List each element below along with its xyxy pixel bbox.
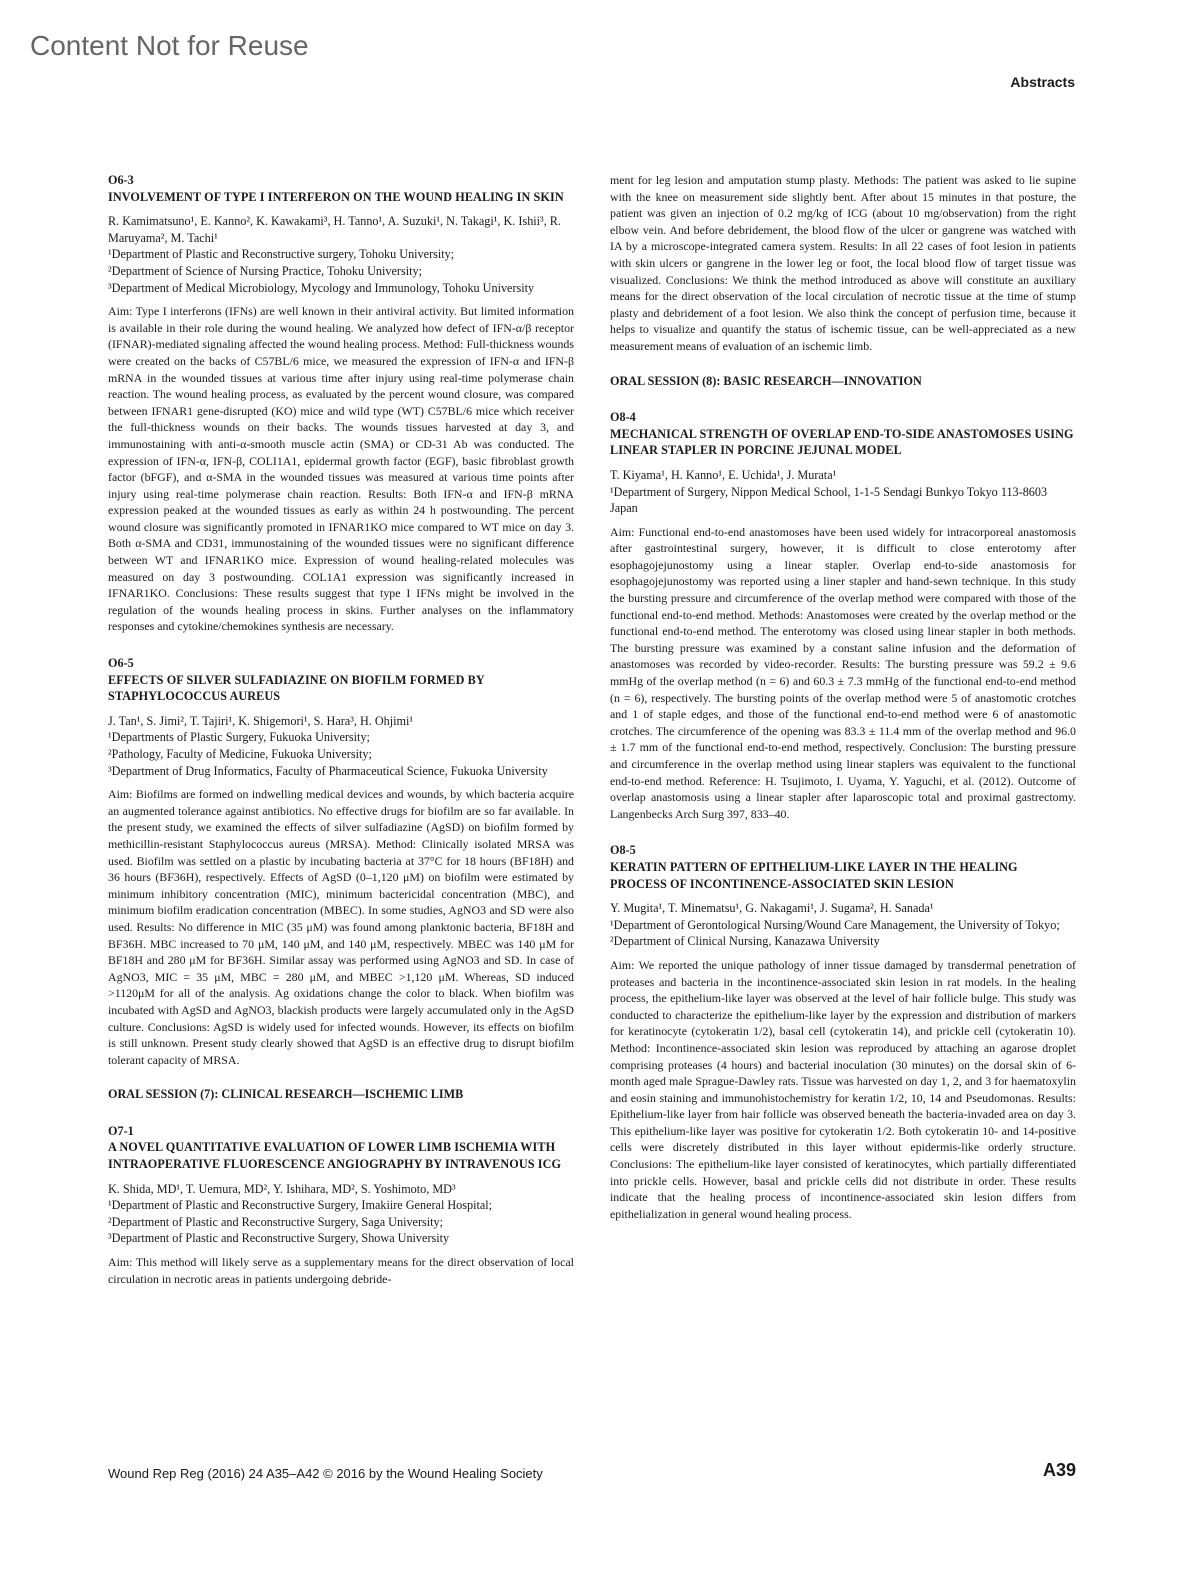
affiliation: ²Department of Science of Nursing Practice, Tohoku University; bbox=[108, 263, 422, 278]
abstract-id: O6-3 bbox=[108, 173, 134, 187]
abstract-id: O6-5 bbox=[108, 656, 134, 671]
abstract-title: A NOVEL QUANTITATIVE EVALUATION OF LOWER LIMB ISCHEMIA WITH INTRAOPERATIVE FLUORESCENCE ANGIOGRAPHY BY INTRAVENOUS ICG bbox=[108, 1140, 562, 1172]
affiliation: ²Department of Clinical Nursing, Kanazawa University bbox=[610, 934, 880, 949]
affiliation: ¹Department of Plastic and Reconstructive surgery, Tohoku University; bbox=[108, 247, 455, 262]
abstract-title: KERATIN PATTERN OF EPITHELIUM-LIKE LAYER IN THE HEALING PROCESS OF INCONTINENCE-ASSOCIATED SKIN LESION bbox=[610, 859, 1018, 891]
affiliation: ³Department of Drug Informatics, Faculty of Pharmaceutical Science, Fukuoka University bbox=[108, 763, 548, 778]
abstract-body: Aim: We reported the unique pathology of inner tissue damaged by transdermal penetration of proteases and bacteria in the incontinence-associated skin lesion in rat models. In the healing process, the epithelium-like layer was observed at the level of hair follicle bulge. This study was conducted to characterize the epithelium-like layer by the expression and distribution of markers for keratinocyte (cytokeratin 1/2), basal cell (cytokeratin 14), and prickle cell (cytokeratin 10). Method: Incontinence-associated skin lesion was reproduced by attaching an agarose droplet comprising proteases (4 hours) and bacterial inoculation (30 minutes) on the dorsal skin of 6-month aged male Sprague-Dawley rats. Tissue was harvested on day 1, 2, and 3 for haematoxylin and eosin staining and immunohistochemistry for keratin 1/2, 10, 14 and Pseudomonas. Results: Epithelium-like layer from hair follicle was observed beneath the bacteria-invaded area on day 3. This epithelium-like layer was positive for cytokeratin 1/2. Both cytokeratin 10- and 14-positive cells were discretely distributed in this layer without epidermis-like orderly structure. Conclusions: The epithelium-like layer consisted of keratinocytes, which partially differentiated into prickle cells. However, basal and prickle cells did not distribute in order. These results indicate that the healing process of incontinence-associated skin lesion differs from epithelialization in general wound healing process. bbox=[610, 957, 1076, 1221]
affiliation: ²Department of Plastic and Reconstructive Surgery, Saga University; bbox=[108, 1214, 444, 1229]
affiliation: ¹Department of Plastic and Reconstructive Surgery, Imakiire General Hospital; bbox=[108, 1198, 493, 1213]
abstract-id: O8-4 bbox=[610, 410, 636, 425]
abstract-title: INVOLVEMENT OF TYPE I INTERFERON ON THE WOUND HEALING IN SKIN bbox=[108, 189, 564, 204]
abstract-authors: K. Shida, MD¹, T. Uemura, MD², Y. Ishihara, MD², S. Yoshimoto, MD³ bbox=[108, 1181, 456, 1196]
abstract-id: O7-1 bbox=[108, 1123, 134, 1138]
right-column bbox=[610, 172, 1076, 1222]
session-heading: ORAL SESSION (7): CLINICAL RESEARCH—ISCHEMIC LIMB bbox=[108, 1087, 464, 1102]
abstract-authors: T. Kiyama¹, H. Kanno¹, E. Uchida¹, J. Murata¹ bbox=[610, 467, 837, 482]
affiliation: ³Department of Medical Microbiology, Mycology and Immunology, Tohoku University bbox=[108, 280, 535, 295]
abstract-authors: R. Kamimatsuno¹, E. Kanno², K. Kawakami³, H. Tanno¹, A. Suzuki¹, N. Takagi¹, K. Ishii³, R. Maruyama², M. Tachi¹ bbox=[108, 214, 561, 245]
affiliation: ²Pathology, Faculty of Medicine, Fukuoka University; bbox=[108, 747, 372, 761]
abstract-title: MECHANICAL STRENGTH OF OVERLAP END-TO-SIDE ANASTOMOSES USING LINEAR STAPLER IN PORCINE JEJUNAL MODEL bbox=[610, 426, 1074, 458]
abstract-body: Aim: Biofilms are formed on indwelling medical devices and wounds, by which bacteria acquire an augmented tolerance against antibiotics. No effective drugs for biofilm are so far available. In the present study, we examined the effects of silver sulfadiazine (AgSD) on biofilm formed by methicillin-resistant Staphylococcus aureus (MRSA). Method: Clinically isolated MRSA was used. Biofilm was settled on a plastic by incubating bacteria at 37°C for 18 hours (BF18H) and 36 hours (BF36H), respectively. Effects of AgSD (0–1,120 μM) on biofilm were estimated by minimum inhibitory concentration (MIC), minimum bactericidal concentration (MBC), and minimum biofilm eradication concentration (MBEC). In some studies, AgNO3 and SD were also used. Results: No difference in MIC (35 μM) was found among planktonic bacteria, BF18H and BF36H. MBC increased to 70 μM, 140 μM, and 140 μM, respectively. MBEC was 140 μM for BF18H and 280 μM for BF36H. Similar assay was performed using AgNO3 and SD. In case of AgNO3, MIC = 35 μM, MBC = 280 μM, and MBEC >1,120 μM. Whereas, SD induced >1120μM for all of the analysis. Ag oxidations change the color to black. When biofilm was incubated with AgSD and AgNO3, blackish products were largely accumulated only in the AgSD culture. Conclusions: AgSD is widely used for infected wounds. However, its effects on biofilm is still unknown. Present study clearly showed that AgSD is an effective drug to disrupt biofilm tolerant capacity of MRSA. bbox=[108, 787, 574, 1067]
affiliation: ¹Department of Surgery, Nippon Medical School, 1-1-5 Sendagi Bunkyo Tokyo 113-8603 Japan bbox=[610, 484, 1048, 516]
abstract-body: Aim: Functional end-to-end anastomoses have been used widely for intracorporeal anastomosis after gastrointestinal surgery, however, it is difficult to close enterotomy after esophagojejunostomy using a linear stapler. Overlap end-to-side anastomosis for esophagojejunostomy was reported using a liner stapler and hand-sewn technique. In this study the bursting pressure and circumference of the overlap method were compared with those of the functional end-to-end method. Methods: Anastomoses were created by the overlap method or the functional end-to-end method. The enterotomy was closed using linear stapler in both methods. The bursting pressure was examined by a constant saline infusion and the deformation of anastomoses was recorded by video-recorder. Results: The bursting pressure was 59.2 ± 9.6 mmHg of the overlap method (n = 6) and 60.3 ± 7.3 mmHg of the functional end-to-end method (n = 6), respectively. The bursting points of the overlap method were 5 of anastomotic crotches and 1 of staple edges, and those of the functional end-to-end method were 6 of anastomotic crotches. The circumference of the opening was 83.3 ± 11.4 mm of the overlap method and 96.0 ± 1.7 mm of the functional end-to-end method, respectively. Conclusion: The bursting pressure and circumference in the overlap method using linear staplers was equivalent to the functional end-to-end method. Reference: H. Tsujimoto, I. Uyama, Y. Yaguchi, et al. (2012). Outcome of overlap anastomosis using a linear stapler after laparoscopic total and proximal gastrectomy. Langenbecks Arch Surg 397, 833–40. bbox=[610, 524, 1076, 821]
affiliation: ¹Department of Gerontological Nursing/Wound Care Management, the University of Tokyo; bbox=[610, 917, 1060, 932]
abstract-authors: Y. Mugita¹, T. Minematsu¹, G. Nakagami¹, J. Sugama², H. Sanada¹ bbox=[610, 901, 934, 916]
abstract-body: Aim: This method will likely serve as a supplementary means for the direct observation of local circulation in necrotic areas in patients undergoing debride- bbox=[108, 1255, 574, 1286]
affiliation: ³Department of Plastic and Reconstructive Surgery, Showa University bbox=[108, 1231, 450, 1246]
abstract-id: O8-5 bbox=[610, 843, 636, 858]
footer-citation: Wound Rep Reg (2016) 24 A35–A42 © 2016 by the Wound Healing Society bbox=[108, 1466, 543, 1481]
abstract-authors: J. Tan¹, S. Jimi², T. Tajiri¹, K. Shigemori¹, S. Hara³, H. Ohjimi¹ bbox=[108, 713, 414, 728]
abstract-title: EFFECTS OF SILVER SULFADIAZINE ON BIOFILM FORMED BY STAPHYLOCOCCUS AUREUS bbox=[108, 672, 485, 704]
abstract-body: Aim: Type I interferons (IFNs) are well known in their antiviral activity. But limited information is available in their role during the wound healing. We analyzed how defect of IFN-α/β receptor (IFNAR)-mediated signaling affected the wound healing process. Method: Full-thickness wounds were created on the backs of C57BL/6 mice, we measured the expression of IFN-α and IFN-β mRNA in the wounded tissues at various time after injury using real-time polymerase chain reaction. The wound healing process, as evaluated by the percent wound closure, was compared between IFNAR1 gene-disrupted (KO) mice and wild type (WT) C57BL/6 mice which receiver the full-thickness wounds on their backs. The wounds tissues harvested at day 3, and immunostaining with anti-α-smooth muscle actin (SMA) or CD-31 Ab was conducted. The expression of IFN-α, IFN-β, COLI1A1, epidermal growth factor (EGF), basic fibroblast growth factor (bFGF), and α-SMA in the wounded tissues was measured at various time points after injury using real-time polymerase chain reaction. Results: Both IFN-α and IFN-β mRNA expression peaked at the wounded tissues as early as within 24 h postwounding. The percent wound closure was significantly promoted in IFNAR1KO mice compared to WT mice on day 3. Both α-SMA and CD31, immunostaining of the wounded tissues were no significant difference between WT and IFNAR1KO mice. Expression of wound healing-related molecules was measured on day 3 postwounding. COL1A1 expression was significantly increased in IFNAR1KO. Conclusions: These results suggest that type I IFNs might be involved in the regulation of the wounds healing process in skins. Further analyses on the inflammatory responses and cytokine/chemokines synthesis are necessary. bbox=[108, 304, 574, 634]
running-head: Abstracts bbox=[1010, 74, 1075, 90]
page-number: A39 bbox=[1042, 1460, 1076, 1480]
affiliation: ¹Departments of Plastic Surgery, Fukuoka University; bbox=[108, 730, 370, 745]
session-heading: ORAL SESSION (8): BASIC RESEARCH—INNOVATION bbox=[610, 373, 922, 388]
watermark: Content Not for Reuse bbox=[30, 30, 309, 61]
left-column bbox=[108, 172, 574, 1287]
abstract-body-continued: ment for leg lesion and amputation stump plasty. Methods: The patient was asked to lie supine with the knee on measurement side slightly bent. After about 15 minutes in that posture, the patient was given an injection of 0.2 mg/kg of ICG (about 10 mg/observation) from the right elbow vein. And before debridement, the blood flow of the ulcer or gangrene was watched with IA by a microscope-integrated camera system. Results: In all 22 cases of foot lesion in patients with skin ulcers or gangrene in the lower leg or foot, the local blood flow of target tissue was visualized. Conclusions: We think the method introduced as above will constitute an auxiliary means for the direct observation of the local circulation of necrotic tissue at the time of stump plasty and debridement of a foot lesion. We also think the concept of perfusion time, because it helps to visualize and quantify the status of ischemic tissue, can be well-appreciated as a new measurement means of evaluation of an ischemic limb. bbox=[610, 173, 1076, 353]
